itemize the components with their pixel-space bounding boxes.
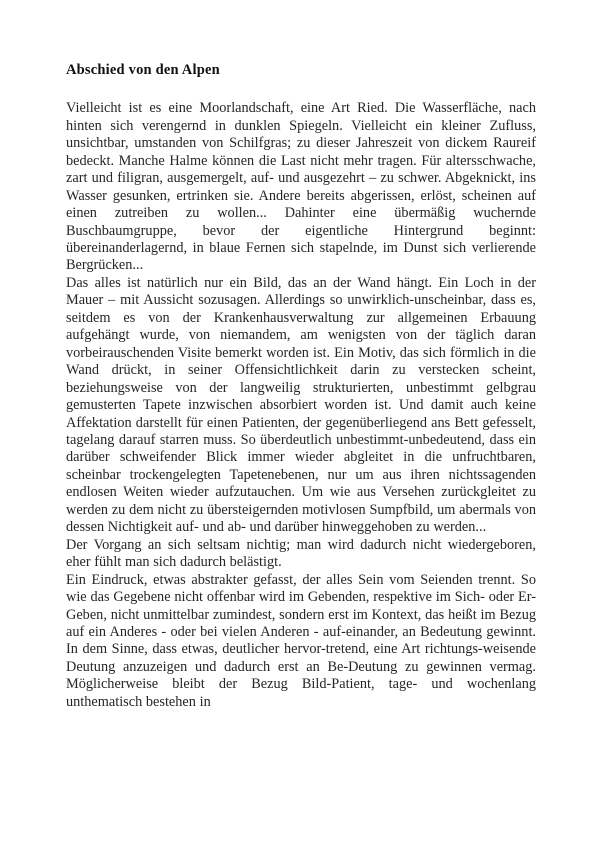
paragraph-2: Das alles ist natürlich nur ein Bild, das an der Wand hängt. Ein Loch in der Mauer – mit Aussicht sozusagen. Allerdings so unwirklich-unscheinbar, dass es, seitdem es von der Krankenhausverwaltung zur allgemeinen Erbauung aufgehängt wurde, von niemandem, am wenigsten von der täglich daran vorbeirauschenden Visite bemerkt worden ist. Ein Motiv, das sich förmlich in die Wand drückt, in seiner Offensichtlichkeit darin zu verstecken scheint, beziehungsweise von der langweilig strukturierten, unbestimmt gelbgrau gemusterten Tapete inzwischen absorbiert worden ist. Und damit auch keine Affektation darstellt für einen Patienten, der gegenüberliegend ans Bett gefesselt, tagelang darauf starren muss. So überdeutlich unbestimmt-unbedeutend, dass ein darüber schweifender Blick immer wieder abgleitet in die unfruchtbaren, scheinbar trockengelegten Tapetenebenen, nur um aus ihren nichtssagenden endlosen Weiten wieder aufzutauchen. Um wie aus Versehen zurückgleitet zu werden zu dem nicht zu übersteigernden motivlosen Sumpfbild, um abermals von dessen Nichtigkeit auf- und ab- und darüber hinweggehoben zu werden... [66, 274, 536, 536]
page-title: Abschied von den Alpen [66, 62, 220, 78]
paragraph-1: Vielleicht ist es eine Moorlandschaft, eine Art Ried. Die Wasserfläche, nach hinten sich verengernd in dunklen Spiegeln. Vielleicht ein kleiner Zufluss, unsichtbar, umstanden von Schilfgras; zu dieser Jahreszeit von dickem Raureif bedeckt. Manche Halme können die Last nicht mehr tragen. Für altersschwache, zart und filigran, ausgemergelt, auf- und ausgezehrt – zu schwer. Abgeknickt, ins Wasser gesunken, ertrinken sie. Andere bereits abgerissen, erlöst, scheinen auf einen zutreiben zu wollen... Dahinter eine übermäßig wuchernde Buschbaumgruppe, bevor der eigentliche Hintergrund beginnt: übereinanderlagernd, in blaue Fernen sich stapelnde, im Dunst sich verlierende Bergrücken... [66, 100, 536, 274]
paragraph-4: Ein Eindruck, etwas abstrakter gefasst, der alles Sein vom Seienden trennt. So wie das Gegebene nicht offenbar wird im Gebenden, respektive im Sich- oder Er-Geben, nicht unmittelbar zumindest, sondern erst im Kontext, das heißt im Bezug auf ein Anderes - oder bei vielen Anderen - auf-einander, an Bedeutung gewinnt. In dem Sinne, dass etwas, deutlicher hervor-tretend, eine Art richtungs-weisende Deutung anzuzeigen und dadurch erst an Be-Deutung zu gewinnen vermag. Möglicherweise bleibt der Bezug Bild-Patient, tage- und wochenlang unthematisch bestehen in [66, 571, 536, 710]
body-text-block [66, 100, 536, 711]
text-column [66, 62, 536, 711]
paragraph-3: Der Vorgang an sich seltsam nichtig; man wird dadurch nicht wiedergeboren, eher fühlt man sich dadurch belästigt. [66, 536, 536, 571]
